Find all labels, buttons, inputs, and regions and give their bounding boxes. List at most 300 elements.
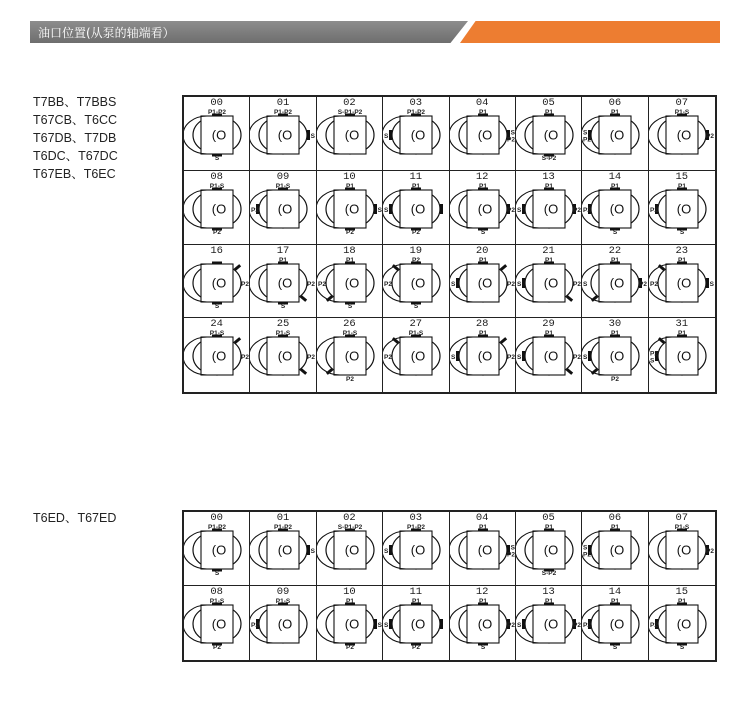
shaft-symbol: (O <box>610 275 625 290</box>
left-port-label: P2 <box>649 206 658 214</box>
port-cell <box>450 512 516 586</box>
pump-port-symbol <box>516 512 582 576</box>
position-number: 12 <box>475 586 489 598</box>
top-port-label: P1 <box>611 330 620 338</box>
right-port-label: P2 <box>705 548 714 555</box>
left-port-label: P2 <box>251 206 260 214</box>
top-port-label: P1 <box>544 330 553 338</box>
pump-port-symbol <box>649 586 715 650</box>
bottom-port-label: S <box>480 228 485 235</box>
port-marker <box>212 261 222 264</box>
top-port-label: P1 <box>611 598 620 605</box>
shaft-symbol: (O <box>477 542 492 558</box>
pump-port-symbol <box>649 245 715 309</box>
port-cell <box>317 245 383 319</box>
right-port-label: P2 <box>241 280 249 288</box>
position-number: 15 <box>675 170 689 183</box>
port-marker <box>307 130 310 140</box>
port-cell <box>250 586 316 660</box>
shaft-symbol: (O <box>610 127 625 143</box>
top-port-label: P1-P2 <box>407 524 426 531</box>
pump-port-symbol <box>516 245 582 309</box>
shaft-symbol: (O <box>676 127 691 143</box>
section-header <box>30 21 720 43</box>
pump-port-symbol <box>250 171 316 235</box>
right-port-label: P2 <box>572 280 581 288</box>
pump-port-symbol <box>649 171 715 235</box>
port-cell <box>250 512 316 586</box>
left-port-label: S <box>384 622 389 629</box>
position-number: 01 <box>276 97 290 109</box>
position-number: 05 <box>542 97 555 109</box>
shaft-symbol: (O <box>610 542 625 558</box>
right-port-label: S <box>510 129 515 137</box>
left-port-label: S <box>583 354 588 362</box>
right-port-label: P2 <box>572 622 581 629</box>
port-marker <box>374 619 377 629</box>
left-port-label: P2 <box>384 280 393 288</box>
port-cell <box>317 171 383 245</box>
port-marker <box>440 619 443 629</box>
right-port-label: P2 <box>506 551 515 559</box>
model-list-2 <box>33 509 116 527</box>
shaft-symbol: (O <box>477 348 492 364</box>
top-port-label: P1 <box>412 598 421 605</box>
pump-port-symbol <box>317 512 383 576</box>
bottom-port-label: S <box>480 644 485 650</box>
shaft-symbol: (O <box>211 542 227 558</box>
left-port-label: S <box>516 622 522 629</box>
bottom-port-label: S <box>214 570 220 576</box>
shaft-symbol: (O <box>278 201 293 217</box>
position-number: 14 <box>608 170 622 183</box>
top-port-label: P1 <box>544 109 553 116</box>
top-port-label: P1 <box>677 182 686 190</box>
left-port-label: S <box>583 129 588 137</box>
shaft-symbol: (O <box>676 201 691 217</box>
pump-port-symbol <box>184 245 250 309</box>
left-port-label: P2 <box>384 354 393 362</box>
position-number: 10 <box>343 170 356 183</box>
shaft-symbol: (O <box>477 616 492 632</box>
pump-port-symbol <box>184 512 250 576</box>
position-number: 11 <box>409 170 423 183</box>
shaft-symbol: (O <box>344 616 359 632</box>
port-position-grid-2 <box>182 510 717 662</box>
left-port-label: P2 <box>583 622 592 629</box>
right-port-label: S <box>377 206 382 214</box>
shaft-symbol: (O <box>344 201 359 217</box>
port-marker <box>522 204 525 214</box>
shaft-symbol: (O <box>278 542 293 558</box>
pump-port-symbol <box>184 171 250 235</box>
shaft-symbol: (O <box>211 616 227 632</box>
position-number: 02 <box>343 512 356 524</box>
position-number: 05 <box>542 512 555 524</box>
port-marker <box>566 368 573 375</box>
model-label: T67DB、T7DB <box>33 131 117 145</box>
port-marker <box>234 264 241 271</box>
bottom-port-label: P2 <box>412 228 421 235</box>
port-cell <box>582 318 648 392</box>
port-position-grid-1 <box>182 95 717 394</box>
position-number: 07 <box>675 512 689 524</box>
port-cell <box>383 586 449 660</box>
shaft-symbol: (O <box>278 616 293 632</box>
shaft-symbol: (O <box>278 127 293 143</box>
left-port-label: S <box>516 354 522 362</box>
port-marker <box>522 351 525 361</box>
pump-port-symbol <box>250 245 316 309</box>
port-cell <box>649 586 715 660</box>
port-marker <box>499 264 506 271</box>
right-port-label: P2 <box>506 622 515 629</box>
pump-port-symbol <box>450 318 516 382</box>
pump-port-symbol <box>383 512 449 576</box>
position-number: 15 <box>675 586 689 598</box>
pump-port-symbol <box>250 318 316 382</box>
top-port-label: S-P1-P2 <box>337 109 363 116</box>
model-label: T67EB、T6EC <box>33 167 116 181</box>
position-number: 03 <box>409 512 423 524</box>
left-port-label: P2 <box>251 622 260 629</box>
position-number: 03 <box>409 97 423 109</box>
position-number: 06 <box>608 512 622 524</box>
bottom-port-label: S <box>281 302 286 309</box>
top-port-label: P1 <box>412 182 421 190</box>
pump-port-symbol <box>582 245 648 309</box>
pump-port-symbol <box>184 97 250 161</box>
port-marker <box>456 351 459 361</box>
position-number: 13 <box>542 170 555 183</box>
left-port-label: P2 <box>583 206 592 214</box>
port-cell <box>317 318 383 392</box>
port-marker <box>389 204 392 214</box>
pump-port-symbol <box>383 318 449 382</box>
port-cell <box>317 97 383 171</box>
bottom-port-label: S-P2 <box>541 155 557 161</box>
position-number: 29 <box>542 318 555 331</box>
right-port-label: P2 <box>241 354 249 362</box>
top-port-label: P1-S <box>674 524 689 531</box>
position-number: 01 <box>276 512 290 524</box>
pump-port-symbol <box>383 97 449 161</box>
pump-port-symbol <box>582 97 648 161</box>
port-marker <box>588 351 591 361</box>
port-marker <box>300 368 307 375</box>
port-marker <box>389 545 392 555</box>
left-port-label: S <box>649 357 654 365</box>
port-cell <box>516 512 582 586</box>
shaft-symbol: (O <box>610 616 625 632</box>
top-port-label: P1 <box>279 256 288 264</box>
bottom-port-label: P2 <box>345 376 354 383</box>
position-number: 09 <box>276 586 290 598</box>
port-cell <box>450 171 516 245</box>
port-marker <box>307 545 310 555</box>
top-port-label: P1-P2 <box>274 524 293 531</box>
shaft-symbol: (O <box>676 348 691 364</box>
pump-port-symbol <box>516 318 582 382</box>
pump-port-symbol <box>184 318 250 382</box>
bottom-port-label: S <box>413 302 419 309</box>
port-cell <box>184 97 250 171</box>
top-port-label: P1-P2 <box>274 109 293 116</box>
pump-port-symbol <box>250 512 316 576</box>
port-cell <box>649 512 715 586</box>
port-cell <box>649 97 715 171</box>
position-number: 31 <box>675 318 689 331</box>
port-cell <box>450 586 516 660</box>
shaft-symbol: (O <box>676 275 691 290</box>
top-port-label: P1 <box>544 256 553 264</box>
pump-port-symbol <box>317 97 383 161</box>
shaft-symbol: (O <box>676 616 691 632</box>
left-port-label: P2 <box>583 136 592 144</box>
pump-port-symbol <box>317 586 383 650</box>
pump-port-symbol <box>450 97 516 161</box>
port-cell <box>250 171 316 245</box>
top-port-label: P1 <box>478 256 487 264</box>
shaft-symbol: (O <box>410 348 426 364</box>
header-title: 油口位置(从泵的轴端看） <box>38 26 175 40</box>
port-cell <box>383 171 449 245</box>
top-port-label: P1-S <box>209 182 225 190</box>
pump-port-symbol <box>582 512 648 576</box>
port-marker <box>522 278 525 288</box>
right-port-label: P2 <box>572 354 581 362</box>
pump-port-symbol <box>450 245 516 309</box>
port-cell <box>383 512 449 586</box>
bottom-port-label: P2 <box>213 228 221 235</box>
port-cell <box>516 245 582 319</box>
model-label: T7BB、T7BBS <box>33 95 117 109</box>
bottom-port-label: P2 <box>611 376 620 383</box>
position-number: 09 <box>276 170 290 183</box>
shaft-symbol: (O <box>344 542 359 558</box>
pump-port-symbol <box>317 171 383 235</box>
bottom-port-label: S <box>214 155 220 161</box>
top-port-label: P1 <box>544 598 553 605</box>
bottom-port-label: S-P2 <box>541 570 557 576</box>
left-port-label: S <box>384 206 389 214</box>
right-port-label: P2 <box>307 354 316 362</box>
left-port-label: P2 <box>649 280 658 288</box>
pump-port-symbol <box>317 245 383 309</box>
port-marker <box>389 619 392 629</box>
shaft-symbol: (O <box>610 201 625 217</box>
shaft-symbol: (O <box>344 275 359 290</box>
port-cell <box>516 97 582 171</box>
port-cell <box>582 512 648 586</box>
pump-port-symbol <box>649 318 715 382</box>
port-marker <box>389 130 392 140</box>
right-port-label: S <box>311 548 316 555</box>
port-cell <box>250 97 316 171</box>
pump-port-symbol <box>450 512 516 576</box>
position-number: 26 <box>343 318 356 331</box>
position-number: 02 <box>343 97 356 109</box>
shaft-symbol: (O <box>543 616 559 632</box>
port-cell <box>450 245 516 319</box>
shaft-symbol: (O <box>410 542 426 558</box>
pump-port-symbol <box>516 171 582 235</box>
left-port-label: S <box>583 280 588 288</box>
bottom-port-label: S <box>679 644 684 650</box>
top-port-label: P1-S <box>276 182 291 190</box>
right-port-label: P2 <box>307 280 316 288</box>
port-cell <box>516 586 582 660</box>
position-number: 08 <box>210 170 223 183</box>
shaft-symbol: (O <box>543 127 559 143</box>
right-port-label: P2 <box>506 354 515 362</box>
port-cell <box>184 171 250 245</box>
top-port-label: P1 <box>478 598 487 605</box>
pump-port-symbol <box>649 512 715 576</box>
shaft-symbol: (O <box>410 201 426 217</box>
bottom-port-label: P2 <box>213 644 221 650</box>
left-port-label: S <box>516 280 522 288</box>
port-cell <box>250 318 316 392</box>
port-cell <box>649 171 715 245</box>
bottom-port-label: P2 <box>345 644 354 650</box>
pump-port-symbol <box>450 586 516 650</box>
port-marker <box>706 278 709 288</box>
top-port-label: P1-S <box>674 109 689 116</box>
shaft-symbol: (O <box>344 127 359 143</box>
port-cell <box>450 97 516 171</box>
left-port-label: P2 <box>649 622 658 629</box>
left-port-label: S <box>450 280 455 288</box>
top-port-label: P1-P2 <box>207 524 227 531</box>
port-marker <box>499 337 506 344</box>
port-marker <box>234 337 241 344</box>
shaft-symbol: (O <box>410 616 426 632</box>
port-cell <box>582 245 648 319</box>
model-label: T6ED、T67ED <box>33 511 117 525</box>
model-list-1 <box>33 93 118 183</box>
port-cell <box>184 245 250 319</box>
port-marker <box>456 278 459 288</box>
model-label: T67CB、T6CC <box>33 113 118 127</box>
shaft-symbol: (O <box>278 348 293 364</box>
position-number: 17 <box>276 244 290 257</box>
right-port-label: P2 <box>506 206 515 214</box>
top-port-label: P1 <box>611 524 620 531</box>
port-cell <box>317 586 383 660</box>
position-number: 30 <box>608 318 622 331</box>
position-number: 12 <box>475 170 489 183</box>
shaft-symbol: (O <box>344 348 359 364</box>
pump-port-symbol <box>250 586 316 650</box>
position-number: 06 <box>608 97 622 109</box>
port-cell <box>184 586 250 660</box>
top-port-label: P1-P2 <box>407 109 426 116</box>
position-number: 04 <box>475 97 489 109</box>
top-port-label: S-P1-P2 <box>337 524 363 531</box>
right-port-label: S <box>709 280 714 288</box>
port-marker <box>566 295 573 302</box>
port-cell <box>516 318 582 392</box>
header-orange-bar <box>460 21 720 43</box>
bottom-port-label: S <box>679 228 684 235</box>
bottom-port-label: S <box>613 228 618 235</box>
pump-port-symbol <box>184 586 250 650</box>
port-cell <box>317 512 383 586</box>
port-marker <box>300 295 307 302</box>
bottom-port-label: S <box>214 302 220 309</box>
pump-port-symbol <box>450 171 516 235</box>
position-number: 11 <box>409 586 423 598</box>
port-marker <box>374 204 377 214</box>
right-port-label: P2 <box>705 133 714 140</box>
left-port-label: S <box>384 548 389 555</box>
top-port-label: P1 <box>677 598 686 605</box>
top-port-label: P1 <box>611 182 620 190</box>
top-port-label: P1 <box>478 524 487 531</box>
top-port-label: P1 <box>345 598 354 605</box>
port-cell <box>184 318 250 392</box>
top-port-label: P2 <box>412 256 421 264</box>
position-number: 00 <box>210 512 223 524</box>
pump-port-symbol <box>383 245 449 309</box>
pump-port-symbol <box>317 318 383 382</box>
port-cell <box>582 171 648 245</box>
left-port-label: S <box>516 206 522 214</box>
port-cell <box>184 512 250 586</box>
top-port-label: P1 <box>611 256 620 264</box>
right-port-label: P2 <box>506 136 515 144</box>
top-port-label: P1 <box>345 182 354 190</box>
position-number: 27 <box>409 318 423 331</box>
top-port-label: P1-S <box>342 330 357 338</box>
shaft-symbol: (O <box>543 275 559 290</box>
top-port-label: P1 <box>478 109 487 116</box>
shaft-symbol: (O <box>543 542 559 558</box>
top-port-label: P1-P2 <box>207 109 227 116</box>
bottom-port-label: P2 <box>412 644 421 650</box>
top-port-label: P1 <box>478 182 487 190</box>
top-port-label: P1 <box>544 524 553 531</box>
pump-port-symbol <box>582 171 648 235</box>
pump-port-symbol <box>582 586 648 650</box>
shaft-symbol: (O <box>610 348 625 364</box>
shaft-symbol: (O <box>211 348 227 364</box>
port-cell <box>649 318 715 392</box>
position-number: 13 <box>542 586 555 598</box>
port-cell <box>383 245 449 319</box>
right-port-label: P2 <box>572 206 581 214</box>
position-number: 04 <box>475 512 489 524</box>
position-number: 07 <box>675 97 689 109</box>
position-number: 14 <box>608 586 622 598</box>
position-number: 18 <box>343 244 356 257</box>
bottom-port-label: S <box>613 644 618 650</box>
top-port-label: P1-S <box>276 598 291 605</box>
port-cell <box>582 97 648 171</box>
shaft-symbol: (O <box>211 127 227 143</box>
position-number: 20 <box>475 244 489 257</box>
port-cell <box>516 171 582 245</box>
port-cell <box>649 245 715 319</box>
shaft-symbol: (O <box>477 275 492 290</box>
position-number: 24 <box>210 318 223 331</box>
model-label: T6DC、T67DC <box>33 149 118 163</box>
pump-port-symbol <box>383 586 449 650</box>
right-port-label: S <box>377 622 382 629</box>
port-cell <box>250 245 316 319</box>
top-port-label: P1 <box>478 330 487 338</box>
